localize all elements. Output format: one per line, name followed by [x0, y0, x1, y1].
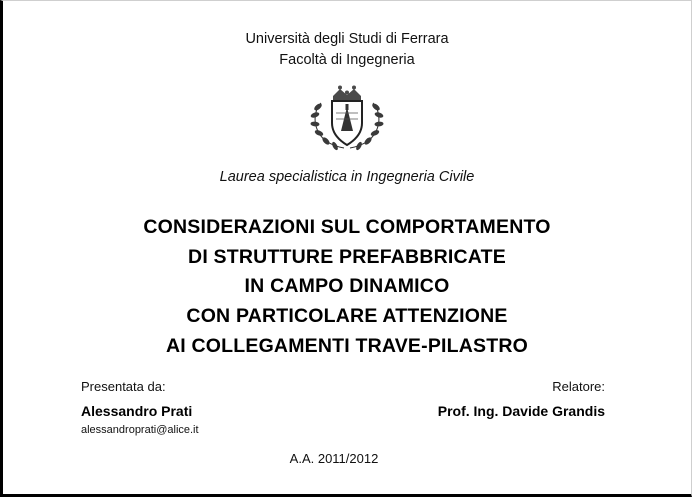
page-content — [3, 1, 691, 494]
supervisor-block — [438, 379, 605, 419]
supervisor-name: Prof. Ing. Davide Grandis — [437, 403, 605, 419]
course-name: Laurea specialistica in Ingegneria Civile — [219, 169, 475, 186]
title-line-2: DI STRUTTURE PREFABBRICATE — [188, 245, 506, 268]
title-line-3: IN CAMPO DINAMICO — [244, 275, 450, 298]
academic-year — [3, 451, 691, 466]
crest-container — [27, 83, 667, 155]
university-name: Università degli Studi di Ferrara — [245, 31, 449, 47]
candidate-block — [81, 379, 199, 436]
candidate-email: alessandroprati@alice.it — [81, 424, 199, 436]
thesis-title — [27, 213, 667, 361]
credits-row — [27, 379, 667, 436]
university-block — [27, 29, 667, 71]
title-line-4: CON PARTICOLARE ATTENZIONE — [186, 304, 508, 327]
title-line-5: AI COLLEGAMENTI TRAVE-PILASTRO — [165, 334, 529, 357]
faculty-name: Facoltà di Ingegneria — [279, 52, 415, 69]
title-line-1: CONSIDERAZIONI SUL COMPORTAMENTO — [143, 216, 551, 239]
coat-of-arms-icon — [306, 83, 388, 155]
academic-year-text: A.A. 2011/2012 — [289, 451, 379, 466]
candidate-name: Alessandro Prati — [81, 403, 193, 419]
supervisor-role-label: Relatore: — [552, 379, 605, 394]
candidate-role-label: Presentata da: — [81, 379, 166, 394]
